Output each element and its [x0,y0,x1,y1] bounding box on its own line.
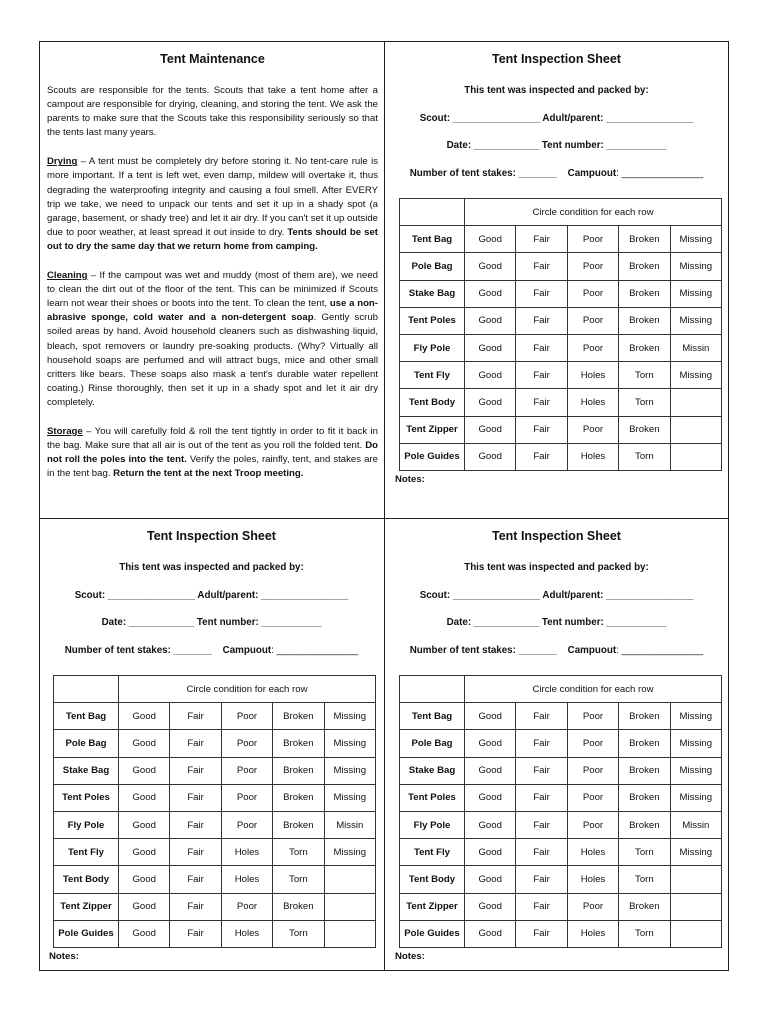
condition-option-cell[interactable]: Fair [170,866,221,893]
condition-option-cell[interactable]: Fair [516,784,567,811]
table-row [400,893,722,920]
cleaning-bold: use a non-abrasive sponge, cold water and a non-detergent soap [47,298,378,324]
condition-option-cell[interactable]: Holes [567,362,618,389]
condition-option-cell[interactable]: Torn [273,839,324,866]
condition-option-cell[interactable]: Good [465,839,516,866]
condition-option-cell[interactable]: Good [465,334,516,361]
condition-option-cell[interactable]: Poor [221,730,272,757]
condition-option-cell[interactable]: Torn [619,866,670,893]
item-name-cell: Tent Poles [400,784,465,811]
item-name-cell: Stake Bag [400,757,465,784]
condition-option-cell[interactable]: Holes [567,443,618,470]
condition-option-cell[interactable]: Good [465,784,516,811]
condition-option-cell[interactable]: Good [465,389,516,416]
item-name-cell: Tent Poles [54,784,119,811]
condition-option-cell[interactable]: Good [119,757,170,784]
condition-option-cell[interactable]: Broken [619,416,670,443]
scout-adult-line: Scout: ________________ Adult/parent: ________________ [419,112,694,124]
condition-option-cell[interactable]: Good [465,307,516,334]
condition-option-cell[interactable]: Poor [567,730,618,757]
condition-option-cell[interactable]: Holes [221,839,272,866]
table-row [54,703,376,730]
condition-option-cell[interactable]: Missing [670,307,721,334]
item-name-cell: Tent Body [400,389,465,416]
condition-option-cell[interactable]: Fair [516,389,567,416]
item-name-cell: Tent Bag [400,226,465,253]
condition-option-cell[interactable]: Poor [221,811,272,838]
condition-option-cell[interactable]: Fair [170,920,221,947]
table-row [400,730,722,757]
condition-option-cell[interactable]: Poor [567,253,618,280]
inspection-sheet-2 [40,519,384,971]
item-name-cell: Fly Pole [400,334,465,361]
item-name-cell: Pole Bag [400,730,465,757]
condition-option-cell [670,443,721,470]
condition-option-cell[interactable]: Fair [516,362,567,389]
condition-option-cell[interactable]: Good [119,866,170,893]
condition-option-cell[interactable]: Missing [670,839,721,866]
condition-option-cell[interactable]: Fair [516,757,567,784]
condition-option-cell[interactable]: Broken [619,893,670,920]
condition-option-cell[interactable]: Fair [516,307,567,334]
condition-option-cell[interactable]: Fair [170,893,221,920]
sheet-title: Tent Inspection Sheet [492,52,621,66]
condition-option-cell[interactable]: Poor [567,307,618,334]
condition-option-cell[interactable]: Poor [567,784,618,811]
condition-option-cell[interactable]: Good [119,811,170,838]
condition-option-cell[interactable]: Broken [619,811,670,838]
date-tent-line: Date: ____________ Tent number: ___________ [446,140,667,151]
maintenance-intro: Scouts are responsible for the tents. Scouts that take a tent home after a campout are responsible for drying, cleaning, and storing the tent. We ask the parents to make sure that the Scouts take this responsibility seriously so that the tents last many years. [47,85,378,139]
condition-option-cell[interactable]: Torn [619,362,670,389]
condition-table [399,198,722,471]
campuout-blank: : _______________ [271,644,359,656]
condition-option-cell[interactable]: Good [119,784,170,811]
condition-option-cell[interactable]: Broken [273,730,324,757]
condition-option-cell[interactable]: Fair [516,839,567,866]
condition-option-cell [670,389,721,416]
item-name-cell: Tent Fly [400,362,465,389]
condition-option-cell[interactable]: Missing [670,280,721,307]
cleaning-text-2: . Gently scrub soiled areas by hand. Avoid household cleaners such as dishwashing liquid, bleach, spot removers or laundry pre-soaking products. (Why? Virtually all household soaps are perfumed and will attract bugs, mice and other small critters like bears. These soaps also mask a tent's durable water repellent coating.) Rinse thoroughly, then set it up in a shady spot and let it air dry completely. [47,312,378,408]
inspection-sheet-3 [385,519,728,971]
condition-option-cell[interactable]: Good [119,920,170,947]
page-frame [39,41,729,971]
condition-option-cell[interactable]: Missing [670,730,721,757]
inspection-sheet-1 [385,42,728,518]
condition-option-cell[interactable]: Good [465,757,516,784]
item-name-cell: Tent Poles [400,307,465,334]
item-name-cell: Pole Guides [400,443,465,470]
condition-option-cell[interactable]: Poor [567,280,618,307]
stakes-label: Number of tent stakes: _______ [409,644,557,656]
item-name-cell: Tent Bag [400,703,465,730]
storage-text-2: Verify the poles, rainfly, tent, and stakes are in the tent bag. [47,454,378,480]
table-row [400,757,722,784]
condition-option-cell[interactable]: Missing [324,784,375,811]
table-row [400,334,722,361]
item-name-cell: Tent Bag [54,703,119,730]
cleaning-text-1: – If the campout was wet and muddy (most of them are), we need to clean the dirt out of the floor of the tent. This can be minimized if Scouts learn not wear their shoes or boots into the tent. To clean the tent, [47,270,378,310]
condition-option-cell[interactable]: Poor [221,757,272,784]
condition-option-cell[interactable]: Good [465,253,516,280]
condition-option-cell[interactable]: Missing [670,757,721,784]
item-name-cell: Pole Bag [54,730,119,757]
condition-option-cell[interactable]: Missing [670,253,721,280]
condition-option-cell[interactable]: Missing [670,226,721,253]
drying-paragraph [47,155,378,254]
storage-text-1: – You will carefully fold & roll the tent tightly in order to fit it back in the bag. Make sure that all air is out of the tent as you roll the folded tent. [47,425,378,452]
table-row [54,893,376,920]
condition-option-cell[interactable]: Broken [619,757,670,784]
condition-option-cell[interactable]: Good [465,416,516,443]
condition-option-cell[interactable]: Fair [170,784,221,811]
table-row [400,280,722,307]
table-row [54,730,376,757]
condition-option-cell[interactable]: Torn [619,920,670,947]
condition-option-cell[interactable]: Holes [567,920,618,947]
condition-option-cell[interactable]: Broken [619,703,670,730]
stakes-label: Number of tent stakes: _______ [64,644,212,656]
item-name-cell: Tent Zipper [54,893,119,920]
condition-option-cell[interactable]: Fair [516,280,567,307]
condition-table [399,675,722,948]
storage-bold-2: Return the tent at the next Troop meeting. [113,468,304,480]
date-tent-line: Date: ____________ Tent number: ___________ [446,617,667,628]
table-row [400,226,722,253]
condition-option-cell[interactable]: Broken [619,730,670,757]
condition-option-cell[interactable]: Good [119,703,170,730]
condition-option-cell[interactable]: Good [465,226,516,253]
condition-option-cell[interactable]: Broken [273,893,324,920]
table-row [400,811,722,838]
condition-option-cell[interactable]: Broken [273,757,324,784]
drying-heading: Drying [47,156,78,168]
condition-option-cell[interactable]: Fair [516,253,567,280]
sheet-title: Tent Inspection Sheet [492,529,621,543]
table-header-cell: Circle condition for each row [465,199,722,226]
condition-option-cell[interactable]: Poor [567,416,618,443]
storage-heading: Storage [47,425,83,437]
condition-option-cell[interactable]: Broken [619,307,670,334]
table-row [400,253,722,280]
condition-option-cell[interactable]: Good [465,811,516,838]
condition-option-cell[interactable]: Poor [567,893,618,920]
condition-option-cell[interactable]: Poor [567,811,618,838]
item-name-cell: Pole Bag [400,253,465,280]
maintenance-title: Tent Maintenance [160,52,265,66]
condition-option-cell[interactable]: Torn [273,866,324,893]
condition-option-cell [670,416,721,443]
storage-paragraph [47,425,378,481]
condition-option-cell[interactable]: Holes [221,920,272,947]
notes-label: Notes: [395,473,425,485]
table-row [400,703,722,730]
condition-option-cell[interactable]: Fair [170,703,221,730]
condition-option-cell[interactable]: Missing [670,362,721,389]
condition-option-cell[interactable]: Fair [516,416,567,443]
condition-option-cell[interactable]: Torn [619,839,670,866]
sheet-title: Tent Inspection Sheet [147,529,276,543]
table-row [54,811,376,838]
campuout-label: Campuout [222,644,272,656]
header-blank-cell [400,676,465,703]
packed-by-line: This tent was inspected and packed by: [464,85,649,96]
condition-option-cell[interactable]: Fair [516,811,567,838]
table-row [54,784,376,811]
tent-maintenance-panel [40,42,384,518]
item-name-cell: Tent Zipper [400,893,465,920]
table-row [400,784,722,811]
table-row [54,866,376,893]
condition-option-cell[interactable]: Fair [170,811,221,838]
condition-option-cell[interactable]: Fair [170,730,221,757]
packed-by-line: This tent was inspected and packed by: [464,562,649,573]
condition-option-cell[interactable]: Good [465,866,516,893]
condition-option-cell[interactable]: Fair [516,866,567,893]
condition-option-cell[interactable]: Fair [516,226,567,253]
table-header-row [400,676,722,703]
condition-option-cell[interactable]: Missing [670,703,721,730]
condition-option-cell[interactable]: Fair [516,730,567,757]
item-name-cell: Tent Fly [400,839,465,866]
condition-option-cell[interactable]: Missing [324,757,375,784]
notes-label: Notes: [49,950,79,962]
item-name-cell: Tent Body [54,866,119,893]
stakes-label: Number of tent stakes: _______ [409,167,557,179]
table-row [54,920,376,947]
condition-option-cell[interactable]: Poor [567,703,618,730]
condition-option-cell[interactable]: Fair [516,334,567,361]
condition-option-cell[interactable]: Missin [670,334,721,361]
condition-option-cell[interactable]: Holes [221,866,272,893]
condition-option-cell[interactable]: Fair [516,920,567,947]
date-tent-line: Date: ____________ Tent number: ___________ [101,617,322,628]
condition-option-cell [324,866,375,893]
condition-option-cell [324,893,375,920]
campuout-blank: : _______________ [616,644,704,656]
item-name-cell: Stake Bag [54,757,119,784]
condition-option-cell[interactable]: Holes [567,866,618,893]
condition-option-cell[interactable]: Poor [221,893,272,920]
item-name-cell: Pole Guides [400,920,465,947]
condition-option-cell [670,920,721,947]
item-name-cell: Tent Body [400,866,465,893]
condition-option-cell[interactable]: Fair [516,443,567,470]
item-name-cell: Tent Fly [54,839,119,866]
packed-by-line: This tent was inspected and packed by: [119,562,304,573]
campuout-label: Campuout [567,167,617,179]
condition-option-cell[interactable]: Fair [516,893,567,920]
storage-bold-1: Do not roll the poles into the tent. [47,440,378,466]
header-blank-cell [54,676,119,703]
item-name-cell: Stake Bag [400,280,465,307]
notes-label: Notes: [395,950,425,962]
table-row [400,362,722,389]
condition-option-cell[interactable]: Fair [170,757,221,784]
condition-option-cell[interactable]: Poor [567,334,618,361]
condition-option-cell[interactable]: Good [465,893,516,920]
header-blank-cell [400,199,465,226]
condition-option-cell[interactable]: Broken [619,253,670,280]
scout-adult-line: Scout: ________________ Adult/parent: ________________ [419,589,694,601]
condition-table [53,675,376,948]
table-row [400,416,722,443]
stakes-campuout-line [393,167,720,195]
item-name-cell: Pole Guides [54,920,119,947]
table-row [400,920,722,947]
condition-option-cell[interactable]: Poor [567,226,618,253]
scout-adult-line: Scout: ________________ Adult/parent: ________________ [74,589,349,601]
condition-option-cell[interactable]: Torn [273,920,324,947]
table-row [400,839,722,866]
cleaning-paragraph [47,269,378,410]
condition-option-cell[interactable]: Good [119,730,170,757]
condition-option-cell [670,893,721,920]
condition-option-cell [670,866,721,893]
stakes-campuout-line [393,644,720,672]
stakes-campuout-line [47,644,376,672]
item-name-cell: Fly Pole [54,811,119,838]
condition-option-cell[interactable]: Missing [670,784,721,811]
condition-option-cell[interactable]: Broken [619,334,670,361]
table-row [400,307,722,334]
table-header-row [54,676,376,703]
condition-option-cell[interactable]: Broken [619,784,670,811]
table-header-cell: Circle condition for each row [465,676,722,703]
condition-option-cell[interactable]: Torn [619,389,670,416]
condition-option-cell[interactable]: Good [465,920,516,947]
condition-option-cell[interactable]: Broken [273,784,324,811]
condition-option-cell[interactable]: Good [465,443,516,470]
table-row [400,866,722,893]
table-row [400,443,722,470]
condition-option-cell[interactable]: Fair [170,839,221,866]
condition-option-cell[interactable]: Fair [516,703,567,730]
condition-option-cell[interactable]: Poor [221,703,272,730]
condition-option-cell[interactable]: Broken [273,811,324,838]
condition-option-cell[interactable]: Missin [324,811,375,838]
condition-option-cell[interactable]: Good [119,839,170,866]
table-header-row [400,199,722,226]
condition-option-cell[interactable]: Poor [221,784,272,811]
campuout-blank: : _______________ [616,167,704,179]
condition-option-cell[interactable]: Missin [670,811,721,838]
table-row [54,839,376,866]
condition-option-cell[interactable]: Good [119,893,170,920]
condition-option-cell[interactable]: Torn [619,443,670,470]
table-row [54,757,376,784]
condition-option-cell[interactable]: Holes [567,839,618,866]
campuout-label: Campuout [567,644,617,656]
table-header-cell: Circle condition for each row [119,676,376,703]
condition-option-cell[interactable]: Broken [619,226,670,253]
condition-option-cell [324,920,375,947]
condition-option-cell[interactable]: Missing [324,730,375,757]
condition-option-cell[interactable]: Poor [567,757,618,784]
condition-option-cell[interactable]: Good [465,730,516,757]
condition-option-cell[interactable]: Broken [273,703,324,730]
condition-option-cell[interactable]: Missing [324,839,375,866]
condition-option-cell[interactable]: Broken [619,280,670,307]
condition-option-cell[interactable]: Missing [324,703,375,730]
condition-option-cell[interactable]: Good [465,280,516,307]
item-name-cell: Tent Zipper [400,416,465,443]
table-row [400,389,722,416]
item-name-cell: Fly Pole [400,811,465,838]
condition-option-cell[interactable]: Good [465,703,516,730]
condition-option-cell[interactable]: Good [465,362,516,389]
condition-option-cell[interactable]: Holes [567,389,618,416]
drying-bold: Tents should be set out to dry the same day that we return home from camping. [47,226,378,252]
drying-text: – A tent must be completely dry before storing it. No tent-care rule is more important. If a tent is left wet, even damp, mildew will overtake it, thus degrading the waterproofing integrity and causing a foul smell. After EVERY trip we take, we need to unpack our tents and set it up in a shady spot (a garage, basement, or shady tree) and let it air dry. If you can't set it up outside due to poor weather, at least spread it out inside to dry. [47,156,378,238]
cleaning-heading: Cleaning [47,270,88,282]
